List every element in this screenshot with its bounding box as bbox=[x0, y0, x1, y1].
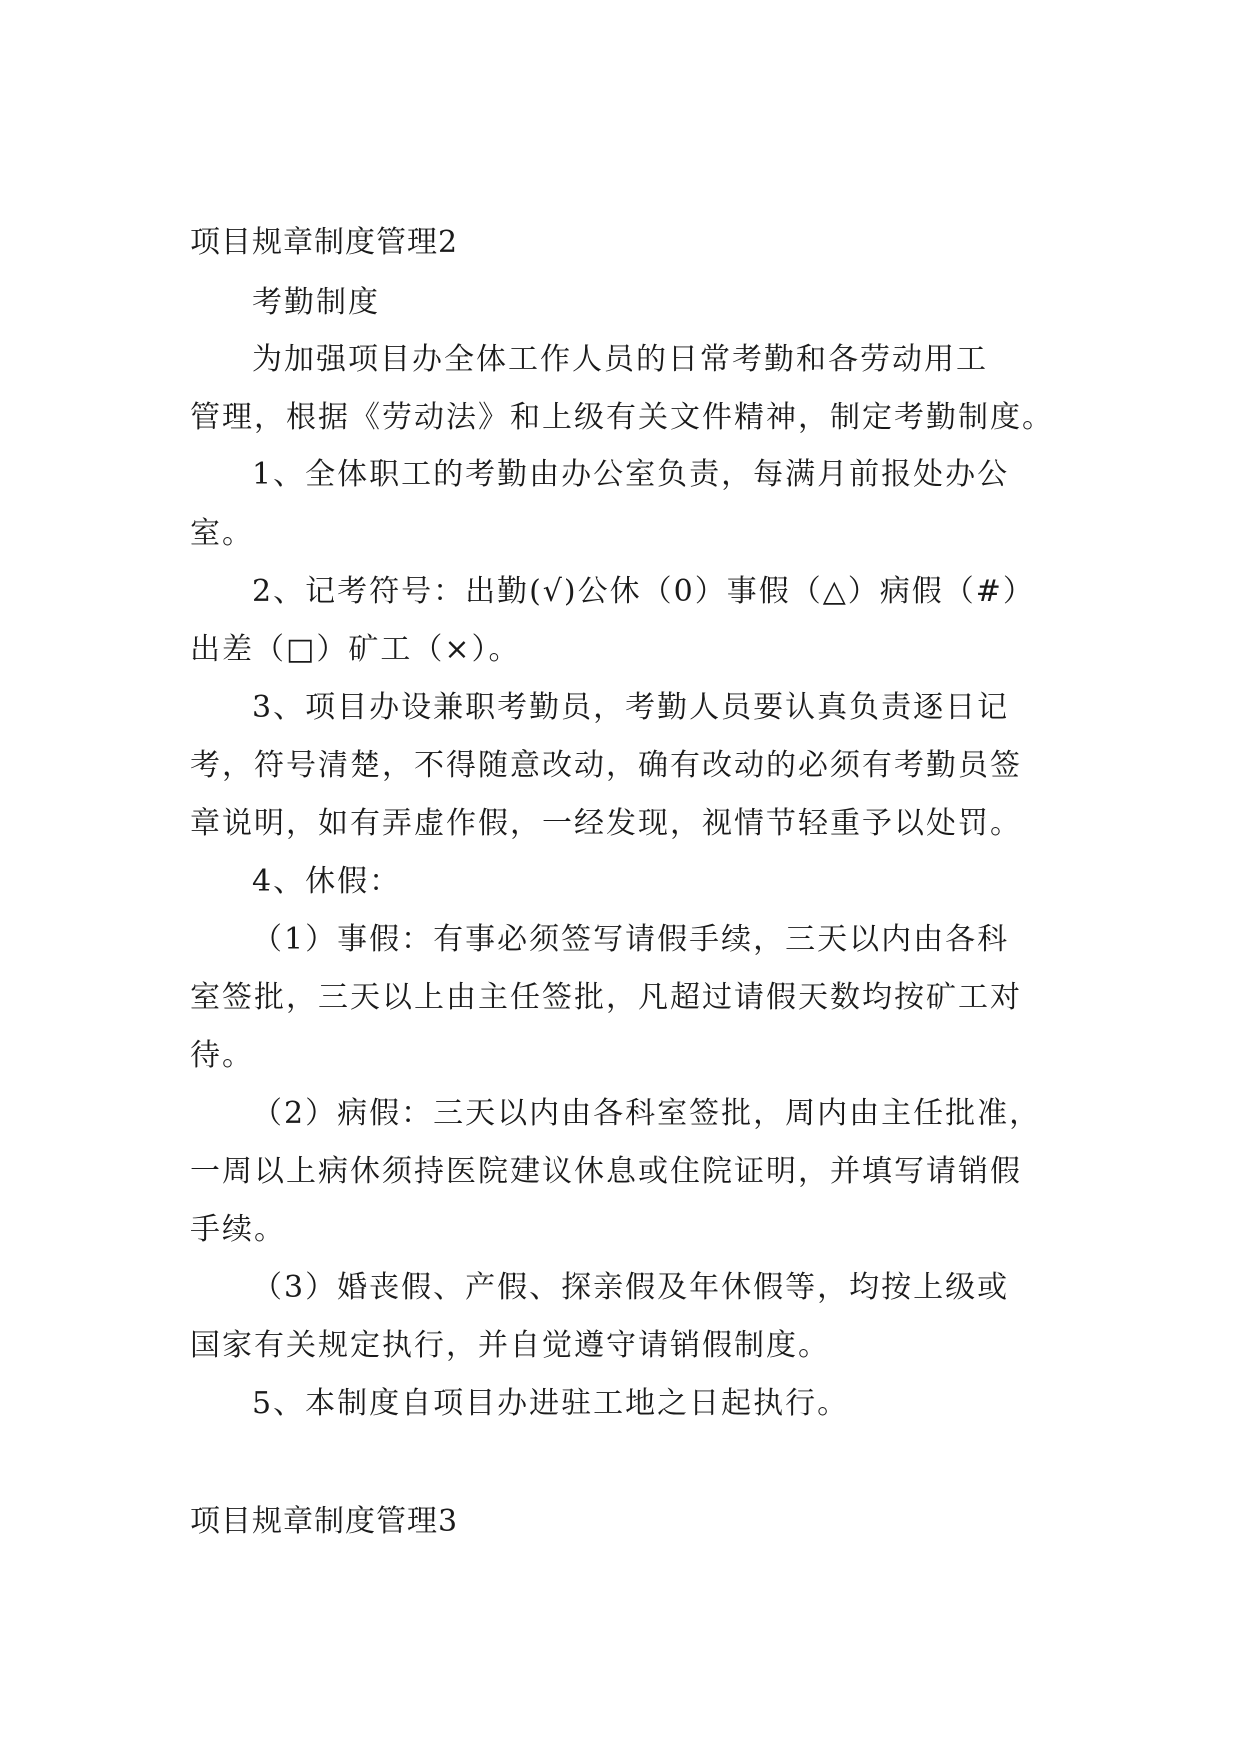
item4-sub1-line-1: （1）事假：有事必须签写请假手续，三天以内由各科 bbox=[252, 922, 1010, 957]
item4-sub3-line-1: （3）婚丧假、产假、探亲假及年休假等，均按上级或 bbox=[252, 1270, 1010, 1305]
item4-sub1-line-3: 待。 bbox=[190, 1038, 254, 1073]
item2-line-2: 出差（□）矿工（×）。 bbox=[190, 632, 521, 667]
intro-line-1: 为加强项目办全体工作人员的日常考勤和各劳动用工 bbox=[252, 342, 988, 377]
item4-sub3-line-2: 国家有关规定执行，并自觉遵守请销假制度。 bbox=[190, 1328, 830, 1363]
item4-sub1-line-2: 室签批，三天以上由主任签批，凡超过请假天数均按矿工对 bbox=[190, 980, 1022, 1015]
item4-sub2-line-3: 手续。 bbox=[190, 1212, 286, 1247]
item3-line-2: 考，符号清楚，不得随意改动，确有改动的必须有考勤员签 bbox=[190, 748, 1022, 783]
item3-line-3: 章说明，如有弄虚作假，一经发现，视情节轻重予以处罚。 bbox=[190, 806, 1022, 841]
section-heading-2: 项目规章制度管理2 bbox=[190, 225, 459, 260]
item4-sub2-line-2: 一周以上病休须持医院建议休息或住院证明，并填写请销假 bbox=[190, 1154, 1022, 1189]
item5-line: 5、本制度自项目办进驻工地之日起执行。 bbox=[252, 1386, 850, 1421]
item1-line-1: 1、全体职工的考勤由办公室负责，每满月前报处办公 bbox=[252, 457, 1010, 492]
item3-line-1: 3、项目办设兼职考勤员，考勤人员要认真负责逐日记 bbox=[252, 690, 1010, 725]
section-heading-3: 项目规章制度管理3 bbox=[190, 1504, 459, 1539]
intro-line-2: 管理，根据《劳动法》和上级有关文件精神，制定考勤制度。 bbox=[190, 400, 1054, 435]
item1-line-2: 室。 bbox=[190, 516, 254, 551]
item2-line-1: 2、记考符号：出勤(√)公休（0）事假（△）病假（#） bbox=[252, 574, 1035, 609]
attendance-title: 考勤制度 bbox=[252, 285, 380, 320]
item4-title: 4、休假： bbox=[252, 864, 402, 899]
item4-sub2-line-1: （2）病假：三天以内由各科室签批，周内由主任批准， bbox=[252, 1096, 1042, 1131]
